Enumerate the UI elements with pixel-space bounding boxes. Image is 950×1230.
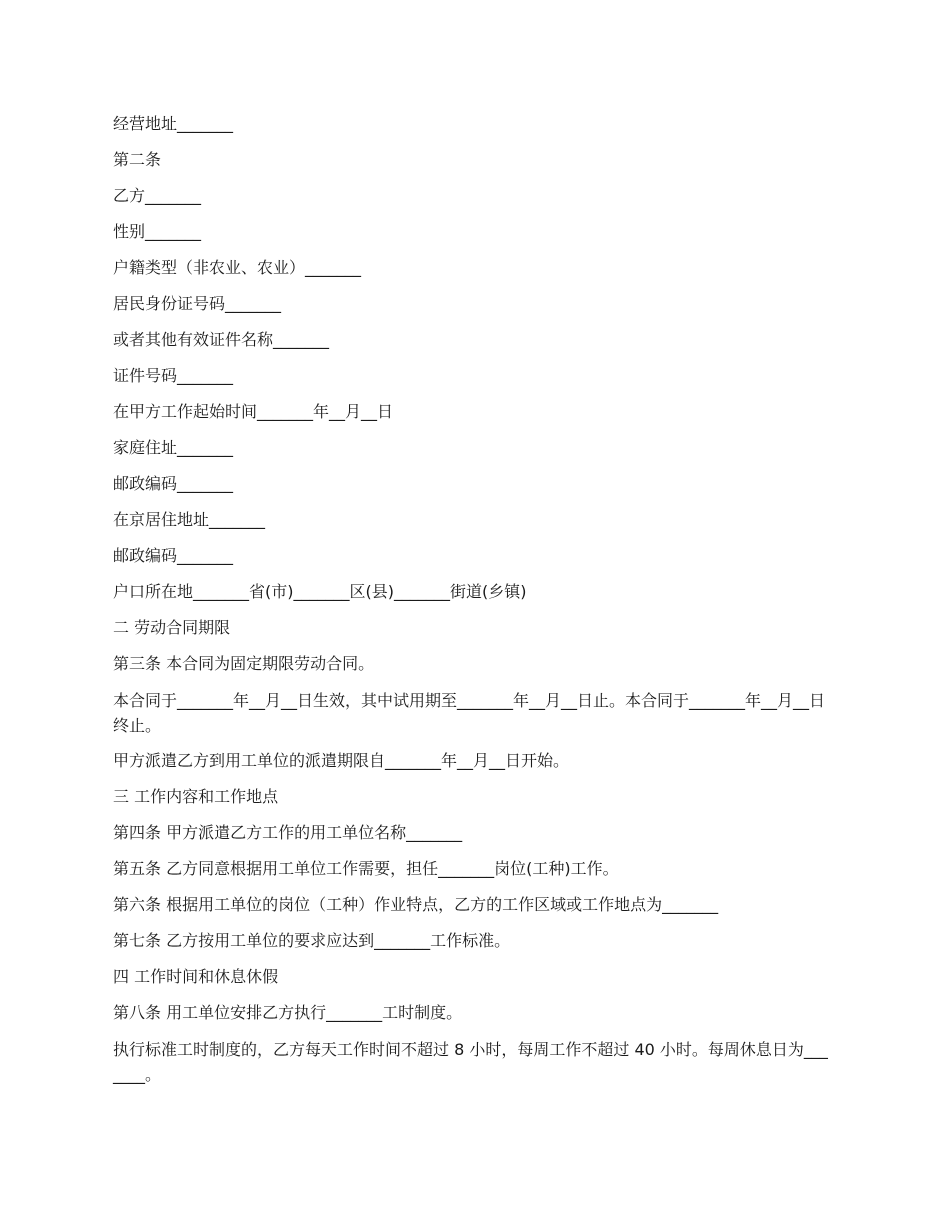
dispatch-term: 甲方派遣乙方到用工单位的派遣期限自_______年__月__日开始。 — [113, 751, 570, 770]
standard-hours-paragraph: 执行标准工时制度的，乙方每天工作时间不超过 8 小时，每周工作不超过 40 小时。每周休息日为_______。 — [113, 1040, 828, 1084]
field-postal-code-2: 邮政编码_______ — [113, 546, 234, 565]
article-8: 第八条 用工单位安排乙方执行_______工时制度。 — [113, 1003, 463, 1022]
field-household-type: 户籍类型（非农业、农业）_______ — [113, 258, 362, 277]
field-start-date: 在甲方工作起始时间_______年__月__日 — [113, 402, 394, 421]
section-4-heading: 四 工作时间和休息休假 — [113, 967, 279, 986]
field-business-address: 经营地址_______ — [113, 114, 234, 133]
article-7: 第七条 乙方按用工单位的要求应达到_______工作标准。 — [113, 931, 511, 950]
article-4: 第四条 甲方派遣乙方工作的用工单位名称_______ — [113, 823, 463, 842]
field-beijing-address: 在京居住地址_______ — [113, 510, 266, 529]
field-party-b: 乙方_______ — [113, 186, 202, 205]
section-2-heading: 二 劳动合同期限 — [113, 618, 231, 637]
field-hukou-location: 户口所在地_______省(市)_______区(县)_______街道(乡镇) — [113, 582, 527, 601]
field-home-address: 家庭住址_______ — [113, 438, 234, 457]
section-3-heading: 三 工作内容和工作地点 — [113, 787, 279, 806]
field-id-number: 居民身份证号码_______ — [113, 294, 282, 313]
field-gender: 性别_______ — [113, 222, 202, 241]
field-postal-code-1: 邮政编码_______ — [113, 474, 234, 493]
contract-term-paragraph: 本合同于_______年__月__日生效，其中试用期至_______年__月__日止。本合同于_______年__月__日终止。 — [113, 691, 826, 735]
field-other-id-name: 或者其他有效证件名称_______ — [113, 330, 330, 349]
field-certificate-number: 证件号码_______ — [113, 366, 234, 385]
article-6: 第六条 根据用工单位的岗位（工种）作业特点，乙方的工作区域或工作地点为_______ — [113, 895, 719, 914]
article-5: 第五条 乙方同意根据用工单位工作需要，担任_______岗位(工种)工作。 — [113, 859, 619, 878]
article-2-heading: 第二条 — [113, 150, 162, 169]
document-page — [113, 112, 833, 1098]
article-3: 第三条 本合同为固定期限劳动合同。 — [113, 654, 375, 673]
